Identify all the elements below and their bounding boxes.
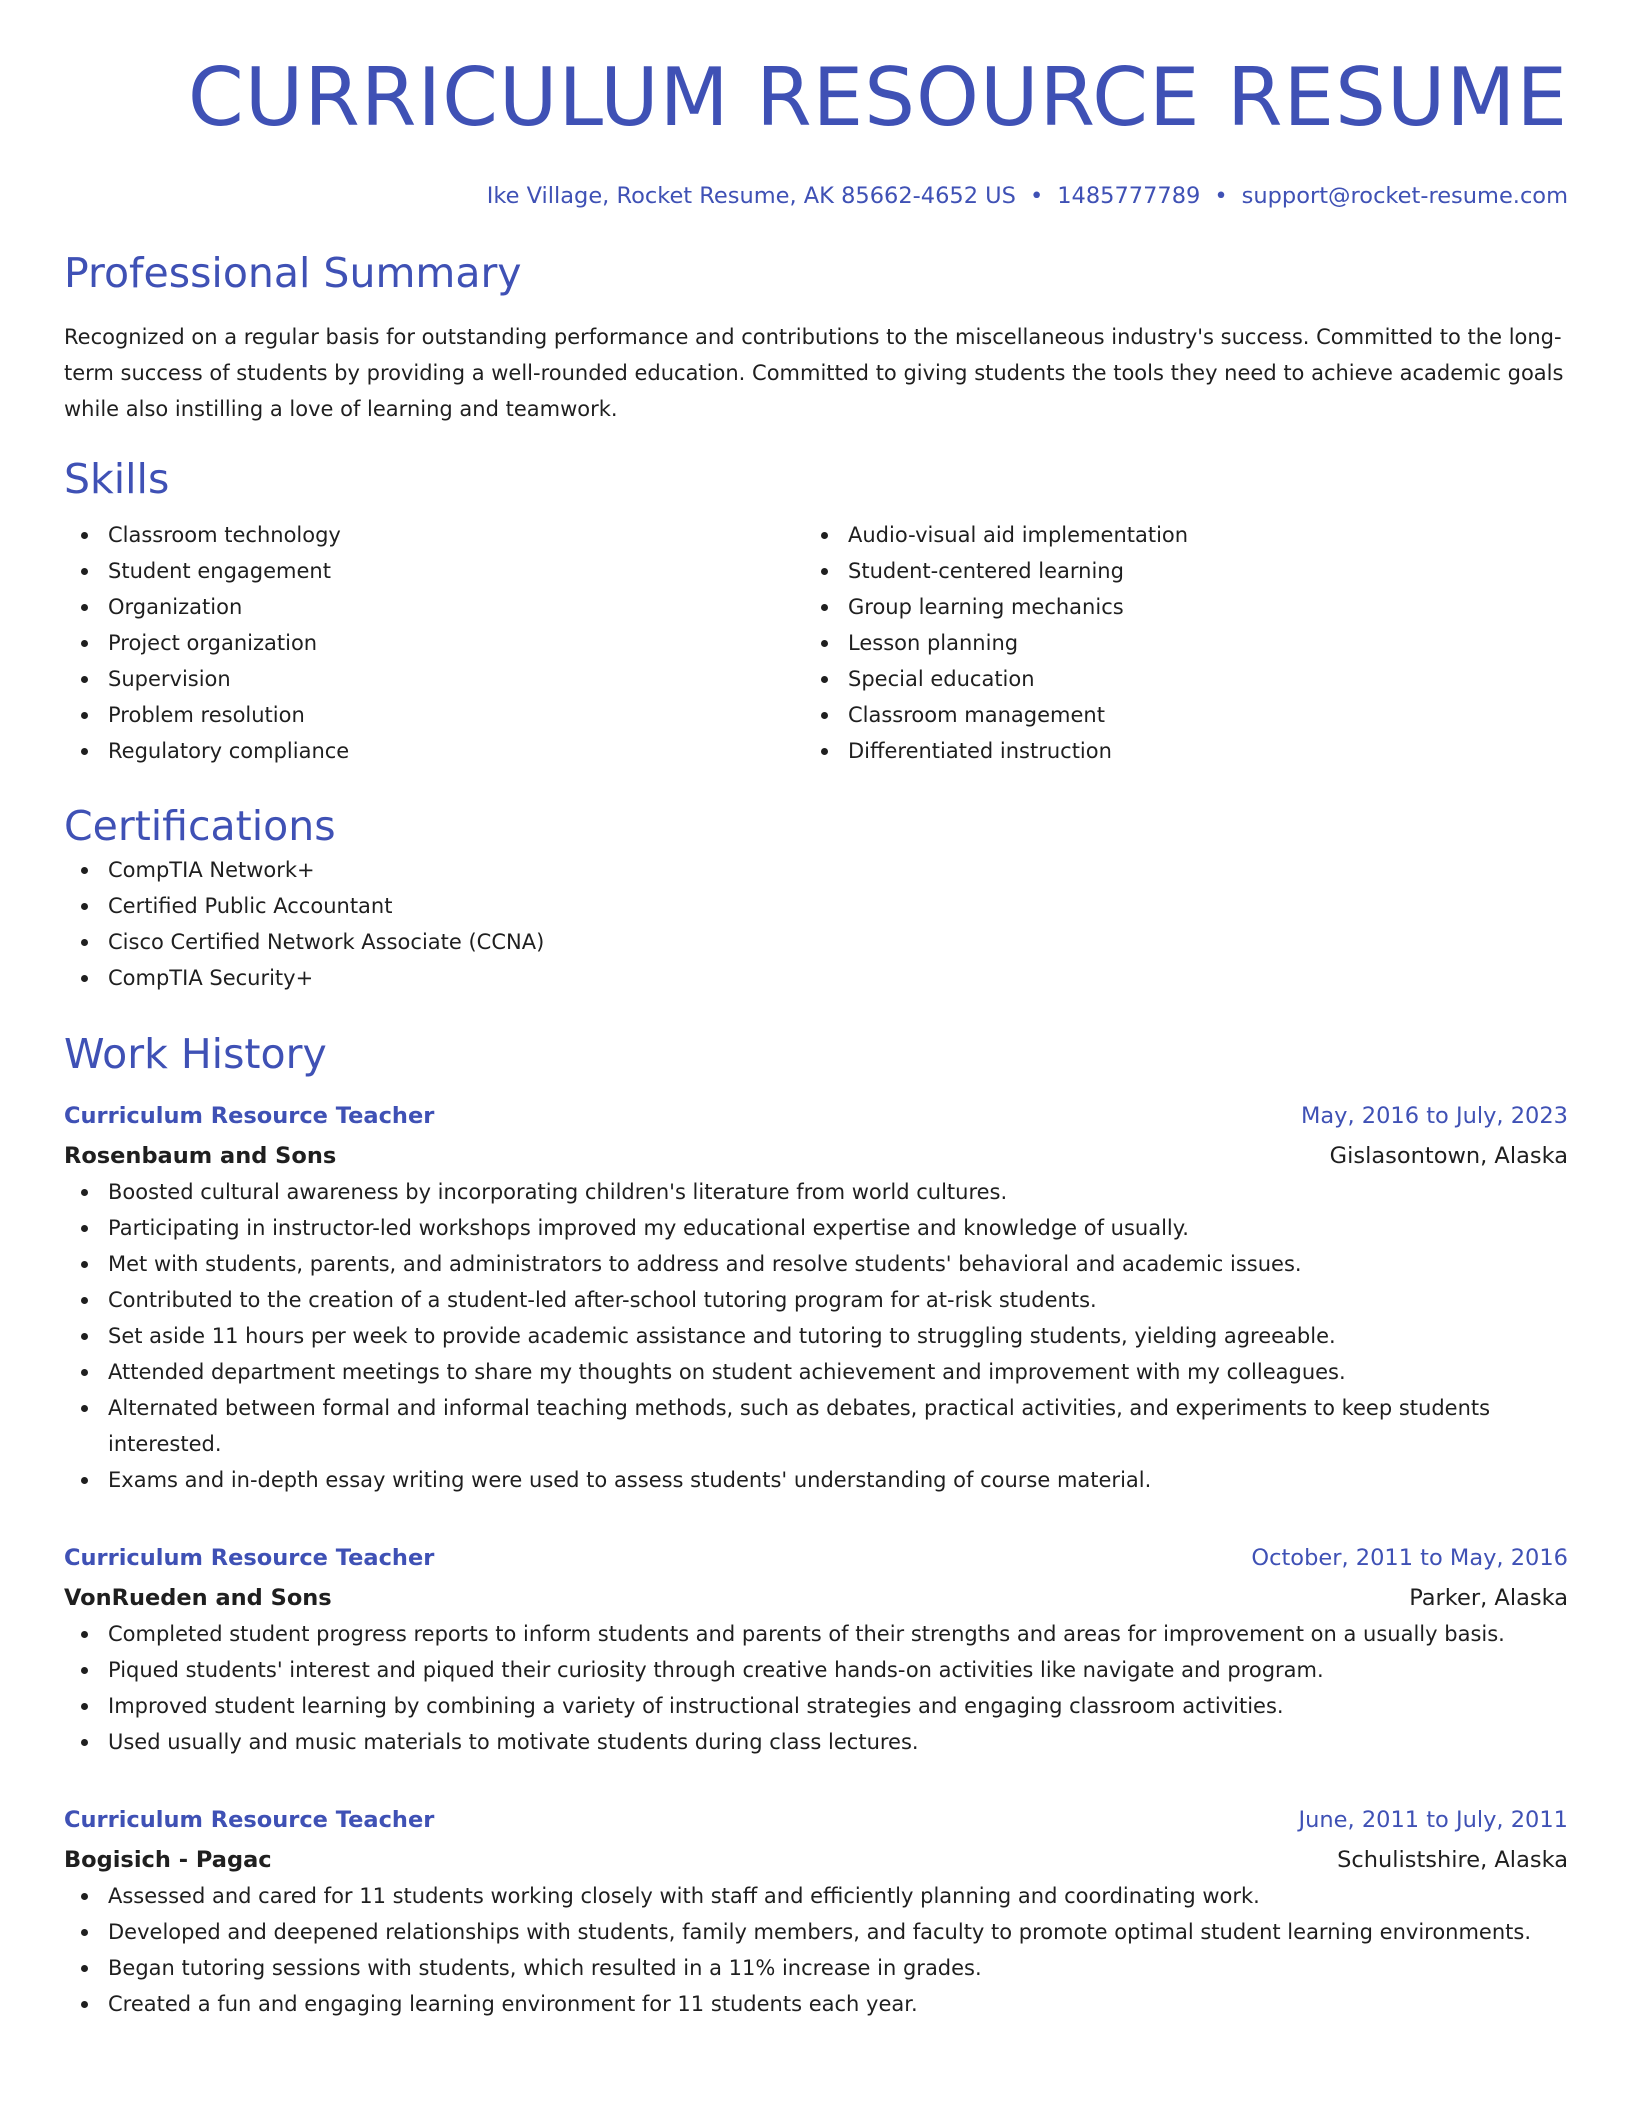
bullet-dot (81, 1929, 88, 1936)
bullet-dot (81, 939, 88, 946)
contact-phone: 1485777789 (1057, 183, 1201, 209)
list-item (64, 960, 1568, 996)
bullet-dot (81, 1225, 88, 1232)
job-dates: May, 2016 to July, 2023 (1300, 1103, 1568, 1129)
bullet-dot (81, 568, 88, 575)
bullet-dot (81, 1369, 88, 1376)
list-item (64, 1878, 1568, 1914)
bullet-dot (821, 604, 828, 611)
list-item (804, 553, 1544, 589)
bullet-dot (81, 1893, 88, 1900)
list-item-text: Project organization (108, 631, 318, 655)
list-item (64, 589, 804, 625)
certifications-list (64, 852, 1568, 996)
job-bullets (64, 1616, 1568, 1760)
bullet-dot (81, 1261, 88, 1268)
bullet-dot (821, 532, 828, 539)
list-item-text: Special education (848, 667, 1035, 691)
list-item (64, 1914, 1568, 1950)
list-item (64, 625, 804, 661)
list-item (804, 733, 1544, 769)
list-item (64, 1986, 1568, 2022)
list-item-text: Created a fun and engaging learning environment for 11 students each year. (108, 1992, 918, 2016)
list-item (804, 589, 1544, 625)
list-item-text: Attended department meetings to share my thoughts on student achievement and improvement with my colleagues. (108, 1360, 1346, 1384)
list-item (804, 661, 1544, 697)
summary-text: Recognized on a regular basis for outstanding performance and contributions to the miscellaneous industry's success. Committed to the long-term success of students by providing a well-rounded education. Committed to giving students the tools they need to achieve academic goals while also instilling a love of learning and teamwork. (64, 325, 1564, 421)
bullet-dot (81, 532, 88, 539)
list-item (64, 888, 1568, 924)
bullet-dot (81, 1189, 88, 1196)
list-item-text: Used usually and music materials to motivate students during class lectures. (108, 1730, 919, 1754)
bullet-dot (81, 604, 88, 611)
section-title-skills: Skills (64, 455, 170, 503)
job-bullets (64, 1174, 1568, 1498)
list-item-text: Met with students, parents, and administrators to address and resolve students' behavioral and academic issues. (108, 1252, 1302, 1276)
bullet-dot (81, 1965, 88, 1972)
job-entry (64, 1098, 1568, 1498)
bullet-dot (81, 1333, 88, 1340)
list-item-text: CompTIA Network+ (108, 858, 315, 882)
list-item (64, 553, 804, 589)
list-item (64, 1390, 1568, 1462)
bullet-dot (821, 640, 828, 647)
job-location: Gislasontown, Alaska (1329, 1143, 1568, 1169)
list-item (64, 1462, 1568, 1498)
list-item-text: Regulatory compliance (108, 739, 350, 763)
contact-address: Ike Village, Rocket Resume, AK 85662-4652 US (486, 183, 1016, 209)
job-dates: June, 2011 to July, 2011 (1298, 1807, 1568, 1833)
job-company: Bogisich - Pagac (64, 1847, 272, 1873)
list-item (64, 1282, 1568, 1318)
list-item (64, 1174, 1568, 1210)
list-item-text: Set aside 11 hours per week to provide academic assistance and tutoring to struggling students, yielding agreeable. (108, 1324, 1336, 1348)
list-item (64, 1950, 1568, 1986)
list-item (64, 1246, 1568, 1282)
bullet-dot (81, 1667, 88, 1674)
list-item-text: Lesson planning (848, 631, 1019, 655)
bullet-dot (81, 1631, 88, 1638)
list-item (64, 517, 804, 553)
list-item (64, 733, 804, 769)
job-title: Curriculum Resource Teacher (64, 1545, 435, 1571)
list-item-text: Piqued students' interest and piqued their curiosity through creative hands-on activities like navigate and program. (108, 1658, 1324, 1682)
bullet-dot (81, 1297, 88, 1304)
list-item (64, 1318, 1568, 1354)
list-item (64, 1652, 1568, 1688)
job-company: Rosenbaum and Sons (64, 1143, 337, 1169)
job-company: VonRueden and Sons (64, 1585, 332, 1611)
skills-list-left (64, 517, 804, 769)
bullet-dot (81, 676, 88, 683)
list-item-text: Boosted cultural awareness by incorporating children's literature from world cultures. (108, 1180, 1008, 1204)
list-item (64, 852, 1568, 888)
bullet-dot (821, 712, 828, 719)
contact-email: support@rocket-resume.com (1241, 183, 1568, 209)
list-item (64, 1616, 1568, 1652)
list-item-text: Classroom technology (108, 523, 341, 547)
list-item (64, 697, 804, 733)
list-item-text: Cisco Certified Network Associate (CCNA) (108, 930, 545, 954)
job-location: Parker, Alaska (1409, 1585, 1568, 1611)
list-item (64, 1688, 1568, 1724)
list-item (64, 661, 804, 697)
list-item-text: Student engagement (108, 559, 331, 583)
bullet-dot (821, 676, 828, 683)
section-title-summary: Professional Summary (64, 249, 522, 297)
bullet-dot (81, 903, 88, 910)
section-title-certifications: Certifications (64, 802, 336, 850)
contact-separator: • (1214, 183, 1228, 209)
list-item (64, 1354, 1568, 1390)
section-title-work-history: Work History (64, 1030, 327, 1078)
contact-line (64, 182, 1568, 210)
list-item-text: Began tutoring sessions with students, which resulted in a 11% increase in grades. (108, 1956, 982, 1980)
list-item-text: Alternated between formal and informal teaching methods, such as debates, practical activities, and experiments to keep students interested. (108, 1396, 1491, 1456)
bullet-dot (81, 975, 88, 982)
job-title: Curriculum Resource Teacher (64, 1103, 435, 1129)
list-item (804, 517, 1544, 553)
list-item (64, 1210, 1568, 1246)
job-dates: October, 2011 to May, 2016 (1251, 1545, 1568, 1571)
bullet-dot (81, 640, 88, 647)
list-item-text: Completed student progress reports to inform students and parents of their strengths and areas for improvement on a usually basis. (108, 1622, 1505, 1646)
contact-separator: • (1029, 183, 1044, 209)
bullet-dot (821, 748, 828, 755)
list-item (64, 924, 1568, 960)
list-item-text: Exams and in-depth essay writing were used to assess students' understanding of course material. (108, 1468, 1152, 1492)
bullet-dot (81, 712, 88, 719)
bullet-dot (81, 2001, 88, 2008)
list-item-text: Participating in instructor-led workshops improved my educational expertise and knowledge of usually. (108, 1216, 1189, 1240)
list-item-text: Classroom management (848, 703, 1105, 727)
bullet-dot (81, 1477, 88, 1484)
bullet-dot (81, 1405, 88, 1412)
list-item-text: Organization (108, 595, 243, 619)
job-title: Curriculum Resource Teacher (64, 1807, 435, 1833)
list-item-text: Contributed to the creation of a student-led after-school tutoring program for at-risk students. (108, 1288, 1097, 1312)
skills-grid (64, 517, 1568, 769)
skills-list-right (804, 517, 1544, 769)
job-location: Schulistshire, Alaska (1337, 1847, 1568, 1873)
bullet-dot (821, 568, 828, 575)
bullet-dot (81, 1739, 88, 1746)
list-item (64, 1724, 1568, 1760)
bullet-dot (81, 1703, 88, 1710)
list-item-text: CompTIA Security+ (108, 966, 314, 990)
job-bullets (64, 1878, 1568, 2022)
list-item-text: Supervision (108, 667, 231, 691)
list-item-text: Student-centered learning (848, 559, 1124, 583)
list-item-text: Improved student learning by combining a variety of instructional strategies and engaging classroom activities. (108, 1694, 1284, 1718)
resume-name: CURRICULUM RESOURCE RESUME (187, 51, 1568, 144)
bullet-dot (81, 748, 88, 755)
list-item-text: Certified Public Accountant (108, 894, 393, 918)
list-item-text: Developed and deepened relationships with students, family members, and faculty to promote optimal student learning environments. (108, 1920, 1532, 1944)
list-item (804, 625, 1544, 661)
job-entry (64, 1802, 1568, 2022)
resume-header (64, 0, 1568, 210)
list-item-text: Audio-visual aid implementation (848, 523, 1189, 547)
list-item-text: Differentiated instruction (848, 739, 1112, 763)
bullet-dot (81, 867, 88, 874)
list-item-text: Group learning mechanics (848, 595, 1124, 619)
job-entry (64, 1540, 1568, 1760)
list-item (804, 697, 1544, 733)
list-item-text: Assessed and cared for 11 students working closely with staff and efficiently planning and coordinating work. (108, 1884, 1260, 1908)
list-item-text: Problem resolution (108, 703, 305, 727)
